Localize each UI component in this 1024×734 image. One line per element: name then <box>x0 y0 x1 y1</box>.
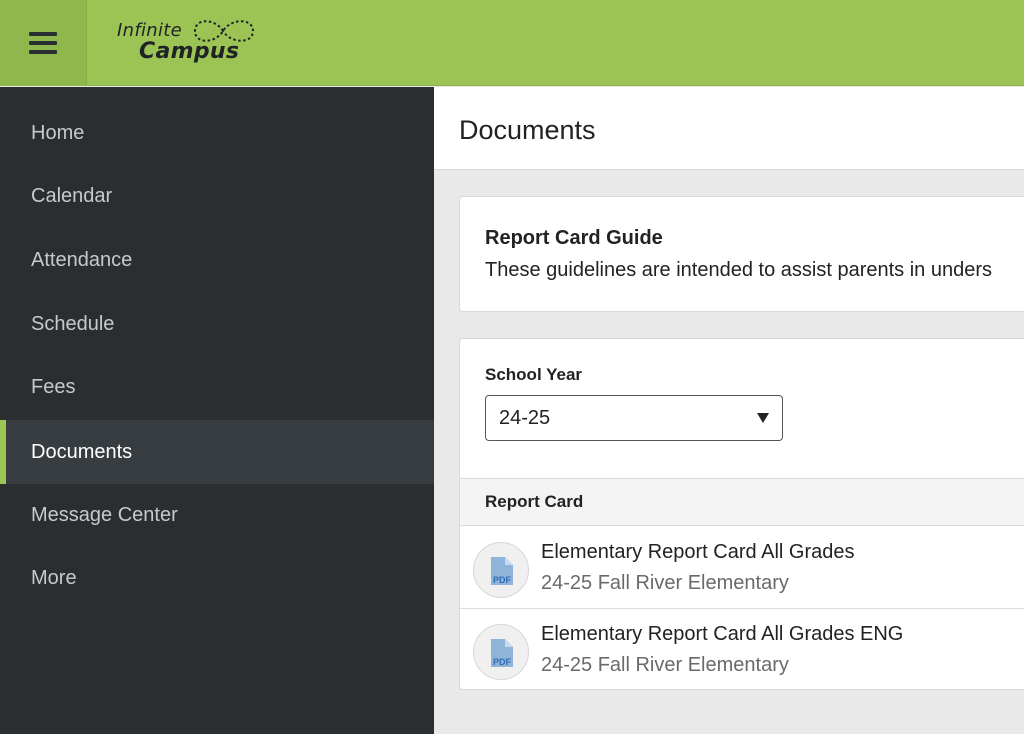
sidebar-item-documents[interactable]: Documents <box>0 420 434 484</box>
page-header <box>434 87 1024 170</box>
sidebar-item-calendar[interactable]: Calendar <box>31 184 113 207</box>
documents-card <box>459 338 1024 690</box>
sidebar-item-home[interactable]: Home <box>31 121 85 144</box>
school-year-value: 24-25 <box>499 406 551 429</box>
infinite-campus-logo[interactable] <box>117 14 267 70</box>
hamburger-icon <box>29 32 57 54</box>
logo-text-infinite: Infinite <box>117 20 182 41</box>
report-card-guide-card[interactable] <box>459 196 1024 312</box>
document-name[interactable]: Elementary Report Card All Grades ENG <box>541 623 904 645</box>
sidebar-nav <box>0 87 434 734</box>
document-row[interactable] <box>460 609 1024 691</box>
sidebar-item-fees[interactable]: Fees <box>31 375 76 398</box>
document-name[interactable]: Elementary Report Card All Grades <box>541 541 855 563</box>
sidebar-item-message-center[interactable]: Message Center <box>31 503 178 526</box>
top-bar <box>0 0 1024 86</box>
report-card-section-header: Report Card <box>460 478 1024 526</box>
document-detail: 24-25 Fall River Elementary <box>541 572 789 594</box>
guide-text: These guidelines are intended to assist parents in unders <box>485 259 992 281</box>
dropdown-arrow-icon <box>757 413 769 423</box>
sidebar-item-schedule[interactable]: Schedule <box>31 312 115 335</box>
guide-title: Report Card Guide <box>485 227 663 249</box>
main-content <box>434 87 1024 734</box>
page-title: Documents <box>459 115 596 145</box>
pdf-icon <box>473 624 529 680</box>
menu-button[interactable] <box>0 0 87 86</box>
logo-text-campus: Campus <box>139 39 240 64</box>
school-year-label: School Year <box>485 365 583 384</box>
sidebar-item-more[interactable]: More <box>31 566 77 589</box>
document-row[interactable] <box>460 527 1024 609</box>
pdf-badge-text: PDF <box>493 657 511 667</box>
sidebar-item-attendance[interactable]: Attendance <box>31 248 133 271</box>
school-year-select[interactable] <box>485 395 783 441</box>
pdf-badge-text: PDF <box>493 575 511 585</box>
pdf-icon <box>473 542 529 598</box>
document-detail: 24-25 Fall River Elementary <box>541 654 789 676</box>
